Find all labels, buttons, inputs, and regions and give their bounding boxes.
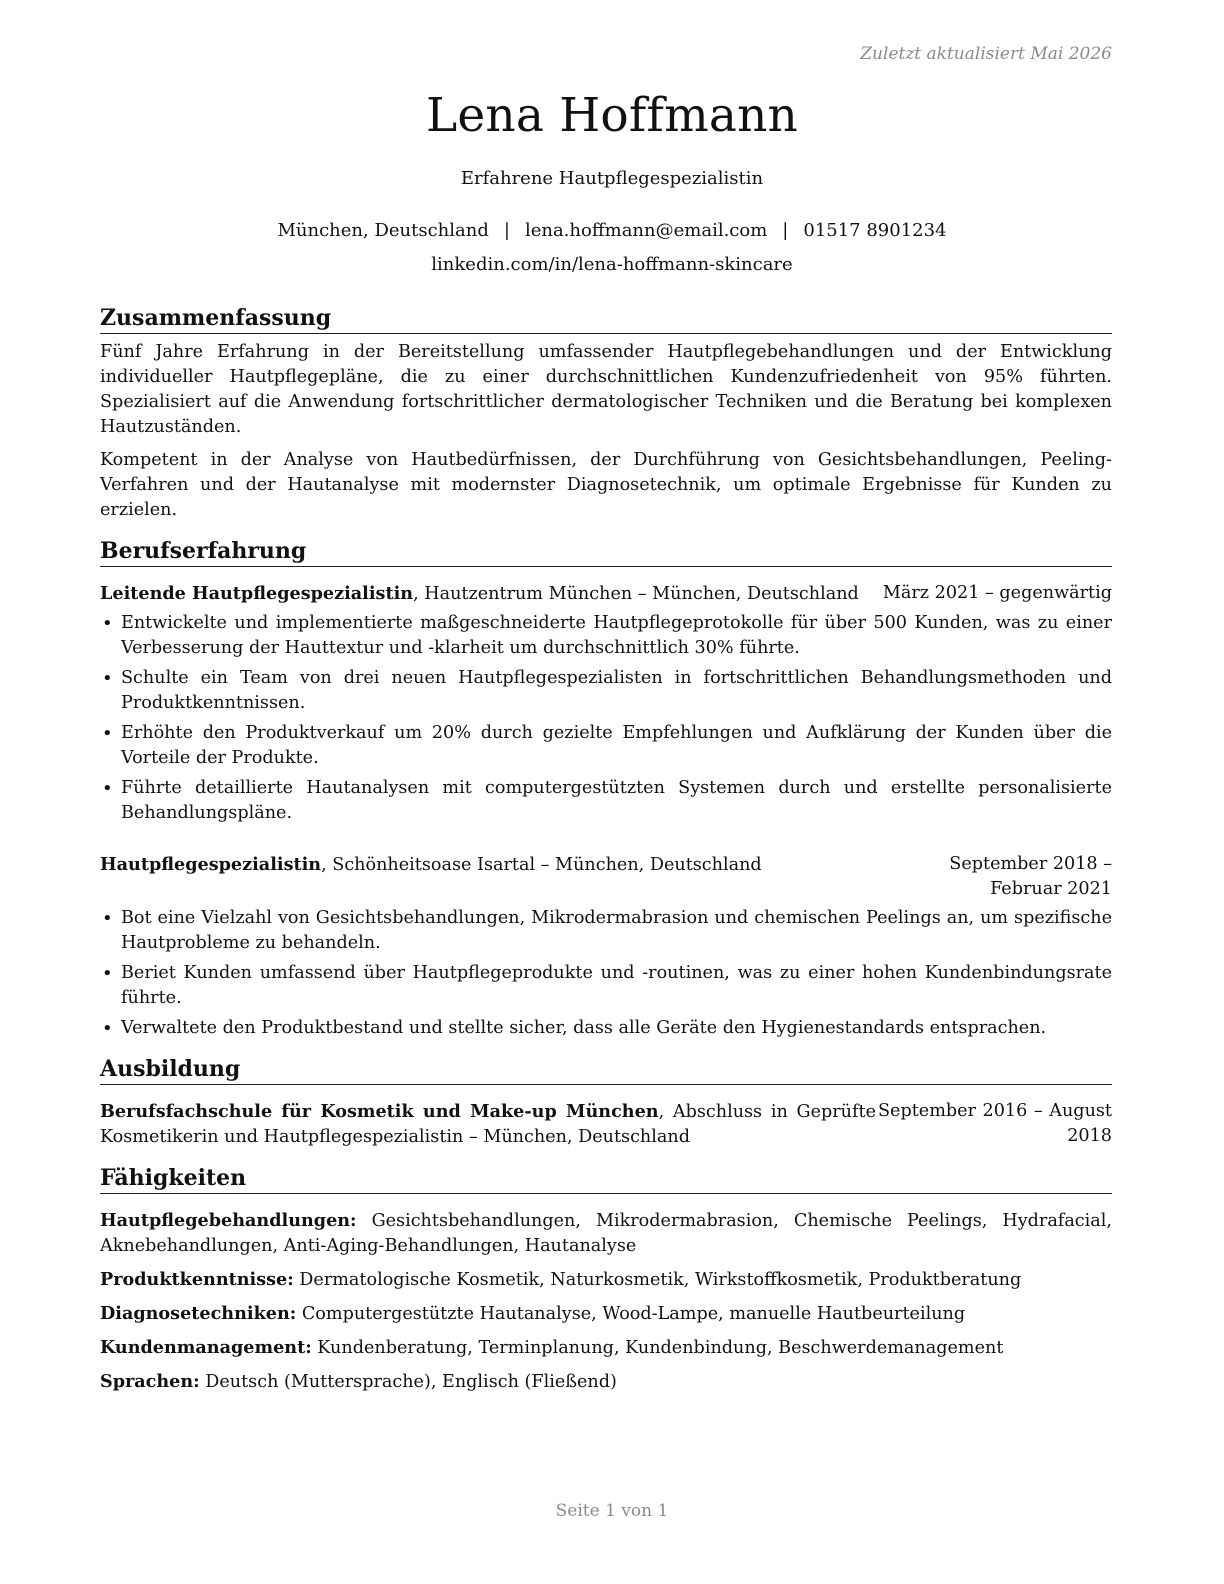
skill-row <box>100 1369 1112 1395</box>
skill-label: Sprachen: <box>100 1371 200 1392</box>
job-header <box>100 581 1112 607</box>
bullet-item: • Schulte ein Team von drei neuen Hautpflegespezialisten in fortschrittlichen Behandlungsmethoden und Produktkenntnissen. <box>100 666 1112 716</box>
resume-body <box>100 304 1112 1395</box>
education-dates-line: September 2016 – August <box>878 1101 1112 1121</box>
skill-row <box>100 1335 1112 1361</box>
separator: | <box>503 220 510 241</box>
section-heading-education: Ausbildung <box>100 1055 1112 1085</box>
section-heading-experience: Berufserfahrung <box>100 537 1112 567</box>
job-title-line <box>100 581 883 607</box>
separator: | <box>782 220 789 241</box>
school-name: Berufsfachschule für Kosmetik und Make-up München <box>100 1101 659 1122</box>
summary-paragraph: Kompetent in der Analyse von Hautbedürfnissen, der Durchführung von Gesichtsbehandlungen, Peeling-Verfahren und der Hautanalyse mit modernster Diagnosetechnik, um optimale Ergebnisse für Kunden zu erzielen. <box>100 450 1112 520</box>
location: München, Deutschland <box>277 220 489 241</box>
job-role: Leitende Hautpflegespezialistin <box>100 583 414 604</box>
skill-value: Deutsch (Muttersprache), Englisch (Fließend) <box>199 1372 617 1392</box>
skills-section <box>100 1164 1112 1395</box>
skill-label: Hautpflegebehandlungen: <box>100 1210 357 1231</box>
skill-label: Diagnosetechniken: <box>100 1303 297 1324</box>
bullet-item: • Verwaltete den Produktbestand und stellte sicher, dass alle Geräte den Hygienestandards entsprachen. <box>100 1016 1112 1041</box>
bullet-item: • Beriet Kunden umfassend über Hautpflegeprodukte und -routinen, was zu einer hohen Kundenbindungsrate führte. <box>100 961 1112 1011</box>
skill-label: Kundenmanagement: <box>100 1337 312 1358</box>
education-entry <box>100 1099 1112 1150</box>
skill-value: Computergestützte Hautanalyse, Wood-Lampe, manuelle Hautbeurteilung <box>296 1304 966 1324</box>
skill-row <box>100 1267 1112 1293</box>
candidate-name: Lena Hoffmann <box>425 88 799 143</box>
section-heading-summary: Zusammenfassung <box>100 304 1112 334</box>
job-header <box>100 852 1112 902</box>
email-link[interactable]: lena.hoffmann@email.com <box>524 220 768 241</box>
summary-section <box>100 304 1112 523</box>
job-bullets <box>100 611 1112 826</box>
summary-paragraph: Fünf Jahre Erfahrung in der Bereitstellung umfassender Hautpflegebehandlungen und der Entwicklung individueller Hautpflegepläne, die zu einer durchschnittlichen Kundenzufriedenheit von 95% führten. Spezialisiert auf die Anwendung fortschrittlicher dermatologischer Techniken und die Beratung bei komplexen Hautzuständen. <box>100 342 1112 437</box>
skill-value: Gesichtsbehandlungen, Mikrodermabrasion, Chemische Peelings, Hydrafacial, Aknebehandlungen, Anti-Aging-Behandlungen, Hautanalyse <box>100 1211 1112 1256</box>
education-title <box>100 1099 876 1150</box>
job-role: Hautpflegespezialistin <box>100 854 322 875</box>
bullet-item: • Entwickelte und implementierte maßgeschneiderte Hautpflegeprotokolle für über 500 Kunden, was zu einer Verbesserung der Hauttextur und -klarheit um durchschnittlich 30% führte. <box>100 611 1112 661</box>
job-title-line <box>100 852 877 902</box>
bullet-item: • Führte detaillierte Hautanalysen mit computergestützten Systemen durch und erstellte personalisierte Behandlungspläne. <box>100 776 1112 826</box>
education-dates <box>878 1099 1112 1150</box>
experience-section <box>100 537 1112 1041</box>
education-section <box>100 1055 1112 1150</box>
bullet-item: • Erhöhte den Produktverkauf um 20% durch gezielte Empfehlungen und Aufklärung der Kunden über die Vorteile der Produkte. <box>100 721 1112 771</box>
contact-line <box>0 220 1224 241</box>
skill-value: Kundenberatung, Terminplanung, Kundenbindung, Beschwerdemanagement <box>311 1338 1004 1358</box>
section-heading-skills: Fähigkeiten <box>100 1164 1112 1194</box>
skill-row <box>100 1208 1112 1259</box>
phone-number: 01517 8901234 <box>803 220 947 241</box>
job-dates: März 2021 – gegenwärtig <box>882 583 1112 603</box>
job-company: , Hautzentrum München – München, Deutschland <box>413 584 859 604</box>
skill-value: Dermatologische Kosmetik, Naturkosmetik, Wirkstoffkosmetik, Produktberatung <box>293 1270 1022 1290</box>
education-dates-line: 2018 <box>1067 1126 1112 1146</box>
degree-detail: , Abschluss in Geprüfte Kosmetikerin und Hautpflegespezialistin – München, Deutschland <box>100 1102 876 1147</box>
candidate-title: Erfahrene Hautpflegespezialistin <box>460 168 764 189</box>
skill-label: Produktkenntnisse: <box>100 1269 294 1290</box>
job-company: , Schönheitsoase Isartal – München, Deutschland <box>321 855 762 875</box>
job-dates: September 2018 – Februar 2021 <box>949 854 1112 899</box>
linkedin-link[interactable]: linkedin.com/in/lena-hoffmann-skincare <box>431 254 793 275</box>
bullet-item: • Bot eine Vielzahl von Gesichtsbehandlungen, Mikrodermabrasion und chemischen Peelings an, um spezifische Hautprobleme zu behandeln. <box>100 906 1112 956</box>
job-bullets <box>100 906 1112 1041</box>
skill-row <box>100 1301 1112 1327</box>
last-updated-note: Zuletzt aktualisiert Mai 2026 <box>860 44 1112 64</box>
page-number: Seite 1 von 1 <box>555 1501 669 1521</box>
